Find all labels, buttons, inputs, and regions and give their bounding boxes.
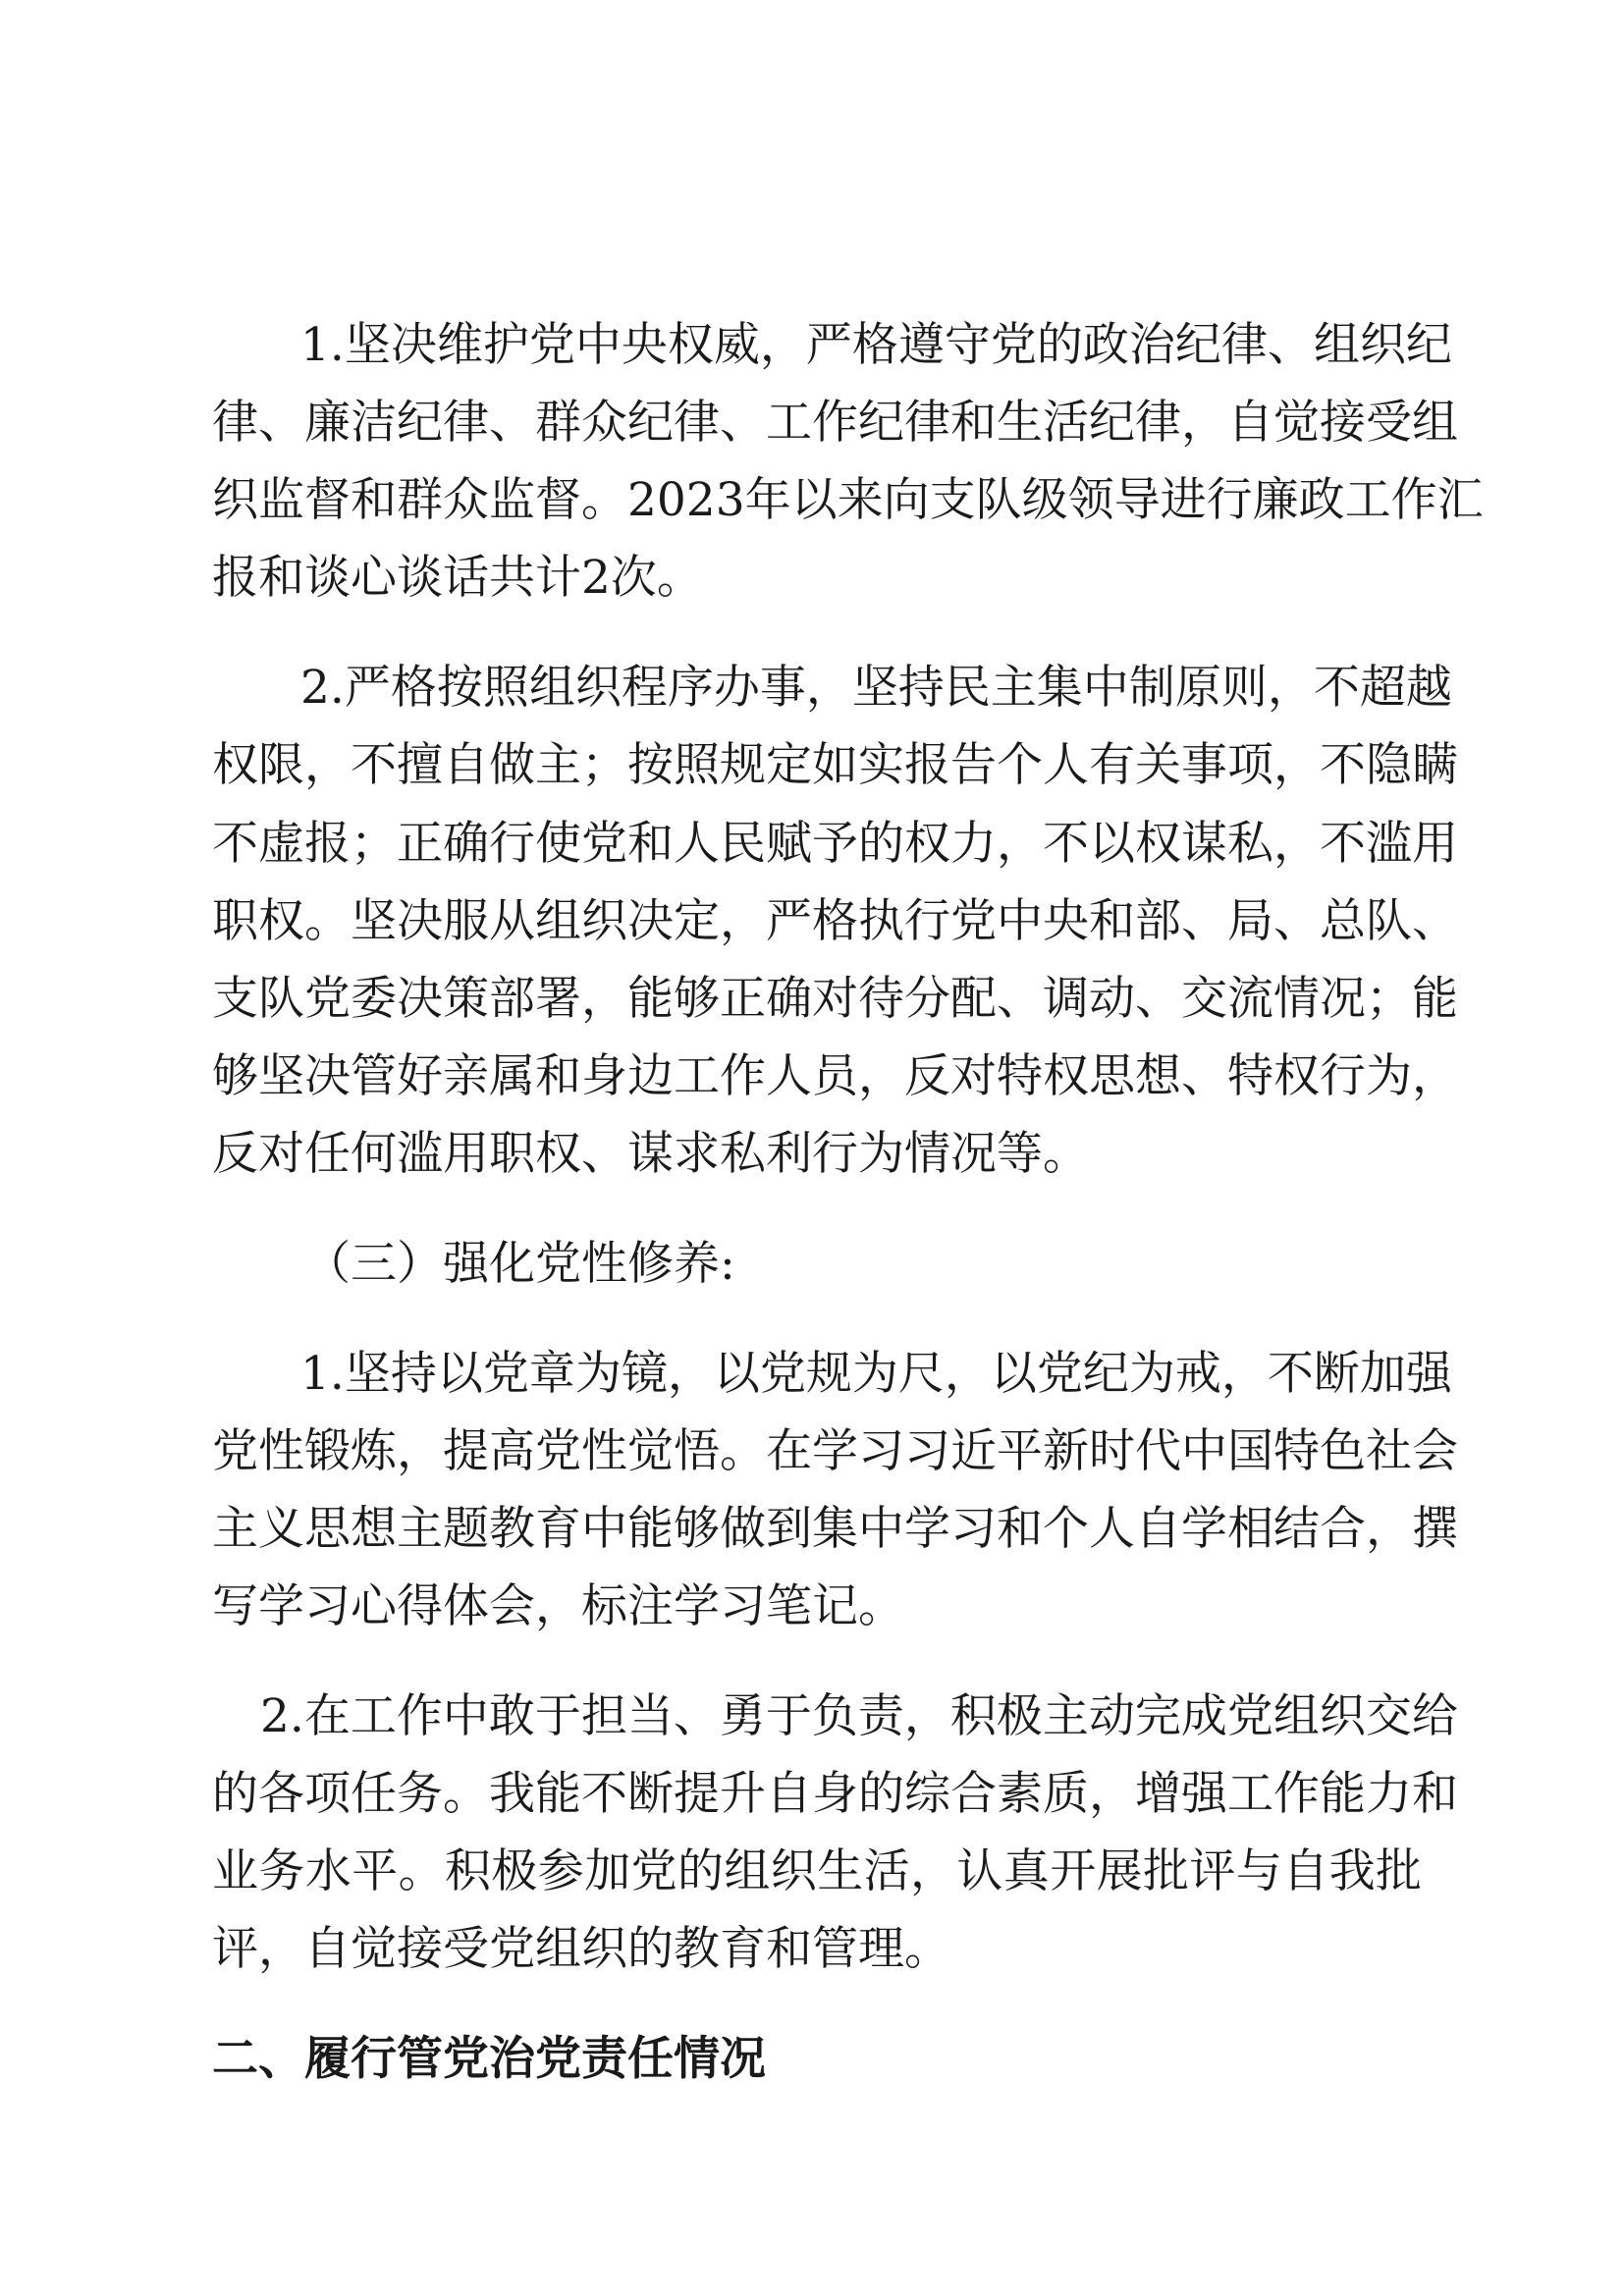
section-heading: 二、履行管党治党责任情况 — [212, 2032, 766, 2086]
paragraph-line: 织监督和群众监督。2023年以来向支队级领导进行廉政工作汇 — [212, 473, 1484, 527]
paragraph-line: 党性锻炼，提高党性觉悟。在学习习近平新时代中国特色社会 — [212, 1424, 1458, 1478]
subheading: （三）强化党性修养: — [304, 1237, 735, 1291]
paragraph-line: 支队党委决策部署，能够正确对待分配、调动、交流情况；能 — [212, 972, 1458, 1026]
paragraph-line: 的各项任务。我能不断提升自身的综合素质，增强工作能力和 — [212, 1767, 1458, 1821]
paragraph-line: 1.坚决维护党中央权威，严格遵守党的政治纪律、组织纪 — [300, 318, 1452, 372]
paragraph-line: 不虚报；正确行使党和人民赋予的权力，不以权谋私，不滥用 — [212, 817, 1458, 871]
paragraph-line: 职权。坚决服从组织决定，严格执行党中央和部、局、总队、 — [212, 894, 1458, 948]
paragraph-line: 主义思想主题教育中能够做到集中学习和个人自学相结合，撰 — [212, 1502, 1458, 1556]
paragraph-line: 2.严格按照组织程序办事，坚持民主集中制原则，不超越 — [300, 661, 1452, 715]
paragraph-line: 报和谈心谈话共计2次。 — [212, 551, 703, 605]
paragraph-line: 够坚决管好亲属和身边工作人员，反对特权思想、特权行为， — [212, 1049, 1458, 1103]
paragraph-line: 律、廉洁纪律、群众纪律、工作纪律和生活纪律，自觉接受组 — [212, 396, 1458, 450]
paragraph-line: 反对任何滥用职权、谋求私利行为情况等。 — [212, 1127, 1089, 1181]
paragraph-line: 写学习心得体会，标注学习笔记。 — [212, 1579, 904, 1633]
paragraph-line: 权限，不擅自做主；按照规定如实报告个人有关事项，不隐瞒 — [212, 738, 1458, 792]
paragraph-line: 2.在工作中敢于担当、勇于负责，积极主动完成党组织交给 — [260, 1689, 1458, 1743]
paragraph-line: 评，自觉接受党组织的教育和管理。 — [212, 1922, 950, 1976]
paragraph-line: 业务水平。积极参加党的组织生活，认真开展批评与自我批 — [212, 1844, 1422, 1898]
paragraph-line: 1.坚持以党章为镜，以党规为尺，以党纪为戒，不断加强 — [300, 1347, 1452, 1401]
